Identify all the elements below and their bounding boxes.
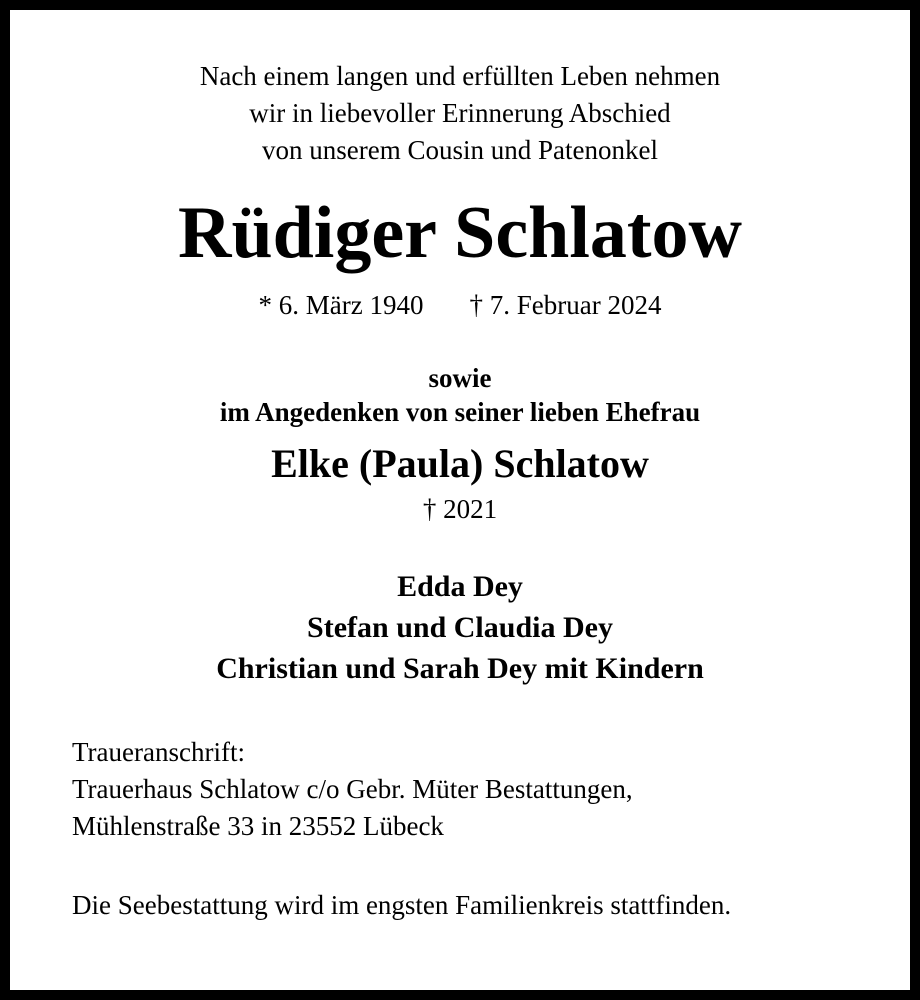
intro-text xyxy=(10,58,910,169)
spouse-name: Elke (Paula) Schlatow xyxy=(271,441,649,486)
address-line-2: Mühlenstraße 33 in 23552 Lübeck xyxy=(72,811,444,841)
spouse-death-year: † 2021 xyxy=(422,494,498,524)
mourner-3: Christian und Sarah Dey mit Kindern xyxy=(216,652,704,685)
mourner-2: Stefan und Claudia Dey xyxy=(307,611,613,644)
death-date: † 7. Februar 2024 xyxy=(469,290,662,320)
address-line-1: Trauerhaus Schlatow c/o Gebr. Müter Bestattungen, xyxy=(72,774,633,804)
mourner-1: Edda Dey xyxy=(397,570,523,603)
burial-note: Die Seebestattung wird im engsten Familienkreis stattfinden. xyxy=(72,890,732,920)
intro-line-3: von unserem Cousin und Patenonkel xyxy=(262,135,658,165)
birth-date: * 6. März 1940 xyxy=(258,290,424,320)
intro-line-2: wir in liebevoller Erinnerung Abschied xyxy=(249,98,671,128)
sowie-text: sowie xyxy=(428,363,492,393)
deceased-dates xyxy=(10,287,910,323)
address-label: Traueranschrift: xyxy=(72,737,245,767)
intro-line-1: Nach einem langen und erfüllten Leben nehmen xyxy=(199,61,721,91)
condolence-address xyxy=(72,734,872,845)
spouse-intro: im Angedenken von seiner lieben Ehefrau xyxy=(219,397,701,427)
deceased-name: Rüdiger Schlatow xyxy=(178,192,742,274)
mourners-list xyxy=(10,566,910,689)
